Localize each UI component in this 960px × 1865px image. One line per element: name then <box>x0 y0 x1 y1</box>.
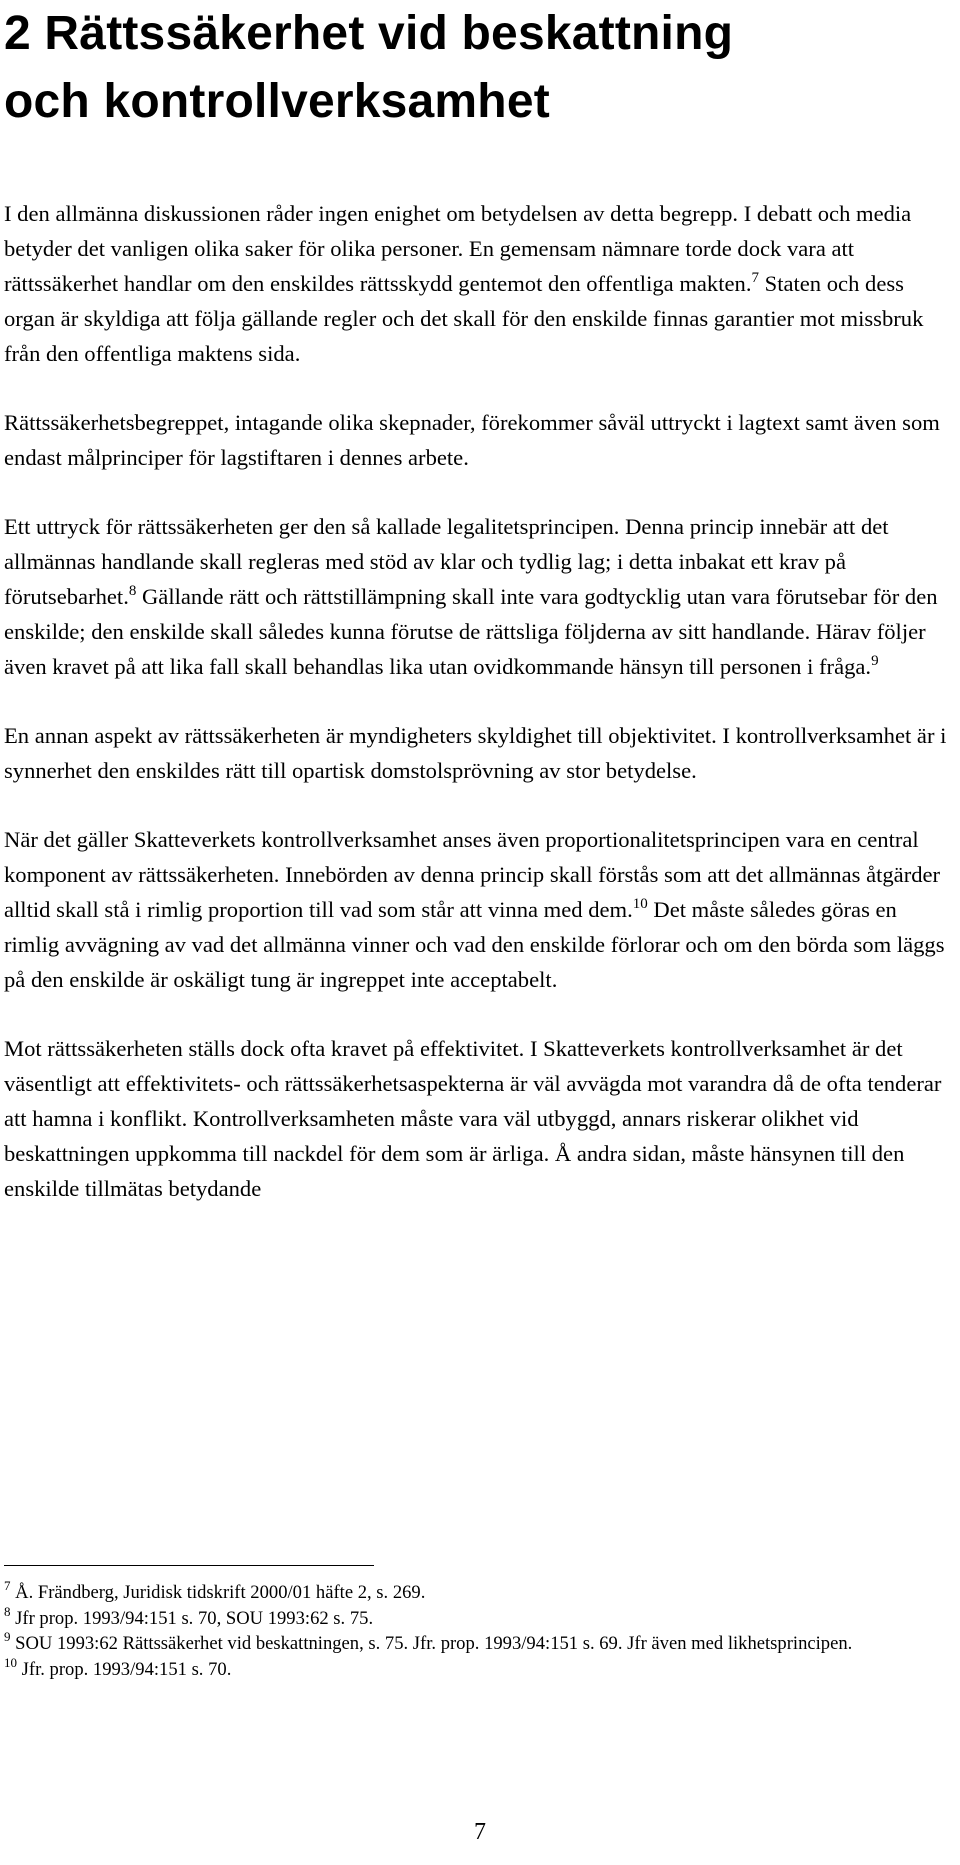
paragraph-3-text-a: Ett uttryck för rättssäkerheten ger den så kallade legalitetsprincipen. Denna princip innebär att det allmännas handlande skall regleras med stöd av klar och tydlig lag; i detta inbakat ett krav på förutsebarhet. <box>4 514 889 609</box>
paragraph-2 <box>4 405 956 475</box>
footnote-10 <box>4 1654 956 1683</box>
paragraph-6-text: Mot rättssäkerheten ställs dock ofta kravet på effektivitet. I Skatteverkets kontrollverksamhet är det väsentligt att effektivitets- och rättssäkerhetsaspekterna är väl avvägda mot varandra då de ofta tenderar att hamna i konflikt. Kontrollverksamheten måste vara väl utbyggd, annars riskerar olikhet vid beskattningen uppkomma till nackdel för dem som är ärliga. Å andra sidan, måste hänsynen till den enskilde tillmätas betydande <box>4 1036 942 1201</box>
footnote-9 <box>4 1631 956 1657</box>
paragraph-3-text-b: Gällande rätt och rättstillämpning skall inte vara godtycklig utan vara förutsebar för den enskilde; den enskilde skall således kunna förutse de rättsliga följderna av sitt handlande. Härav följer även kravet på att lika fall skall behandlas lika utan ovidkommande hänsyn till personen i fråga. <box>4 584 938 679</box>
paragraph-3 <box>4 509 956 684</box>
heading-line-2: och kontrollverksamhet <box>4 75 550 128</box>
paragraph-1 <box>4 196 956 371</box>
paragraph-4 <box>4 718 956 788</box>
heading-line-1: 2 Rättssäkerhet vid beskattning <box>4 7 734 60</box>
footnote-text: SOU 1993:62 Rättssäkerhet vid beskattningen, s. 75. Jfr. prop. 1993/94:151 s. 69. Jfr även med likhetsprincipen. <box>10 1633 853 1654</box>
footnotes-section <box>4 1580 956 1682</box>
footnote-number: 7 <box>4 1578 11 1593</box>
footnote-ref-9[interactable]: 9 <box>871 653 879 669</box>
body-text <box>4 196 956 1206</box>
footnote-text: Jfr. prop. 1993/94:151 s. 70. <box>17 1658 232 1680</box>
paragraph-6 <box>4 1031 956 1206</box>
footnote-number: 9 <box>4 1629 11 1644</box>
paragraph-5 <box>4 822 956 997</box>
paragraph-5-text-b: Det måste således göras en rimlig avvägning av vad det allmänna vinner och vad den enskilde förlorar och om den börda som läggs på den enskilde är oskäligt tung är ingreppet inte acceptabelt. <box>4 897 945 992</box>
paragraph-5-text-a: När det gäller Skatteverkets kontrollverksamhet anses även proportionalitetsprincipen vara en central komponent av rättssäkerheten. Innebörden av denna princip skall förstås som att det allmännas åtgärder alltid skall stå i rimlig proportion till vad som står att vinna med dem. <box>4 827 941 922</box>
footnote-7 <box>4 1580 956 1606</box>
footnote-divider <box>4 1565 374 1566</box>
footnote-ref-8[interactable]: 8 <box>128 583 137 599</box>
section-heading <box>4 0 954 136</box>
paragraph-1-text-b: Staten och dess organ är skyldiga att följa gällande regler och det skall för den enskilde finnas garantier mot missbruk från den offentliga maktens sida. <box>4 271 924 366</box>
footnote-text: Å. Frändberg, Juridisk tidskrift 2000/01 häfte 2, s. 269. <box>10 1582 426 1603</box>
footnote-text: Jfr prop. 1993/94:151 s. 70, SOU 1993:62 s. 75. <box>10 1607 374 1629</box>
footnote-number: 10 <box>4 1654 17 1670</box>
paragraph-1-text-a: I den allmänna diskussionen råder ingen enighet om betydelsen av detta begrepp. I debatt och media betyder det vanligen olika saker för olika personer. En gemensam nämnare torde dock vara att rättssäkerhet handlar om den enskildes rättsskydd gentemot den offentliga makten. <box>4 201 912 296</box>
footnote-ref-10[interactable]: 10 <box>632 896 648 912</box>
page-number: 7 <box>474 1819 486 1845</box>
paragraph-2-text: Rättssäkerhetsbegreppet, intagande olika skepnader, förekommer såväl uttryckt i lagtext samt även som endast målprinciper för lagstiftaren i dennes arbete. <box>4 410 940 470</box>
footnote-8 <box>4 1603 956 1632</box>
footnote-ref-7[interactable]: 7 <box>751 270 759 286</box>
footnote-number: 8 <box>4 1603 11 1619</box>
paragraph-4-text: En annan aspekt av rättssäkerheten är myndigheters skyldighet till objektivitet. I kontrollverksamhet är i synnerhet den enskildes rätt till opartisk domstolsprövning av stor betydelse. <box>4 723 947 783</box>
